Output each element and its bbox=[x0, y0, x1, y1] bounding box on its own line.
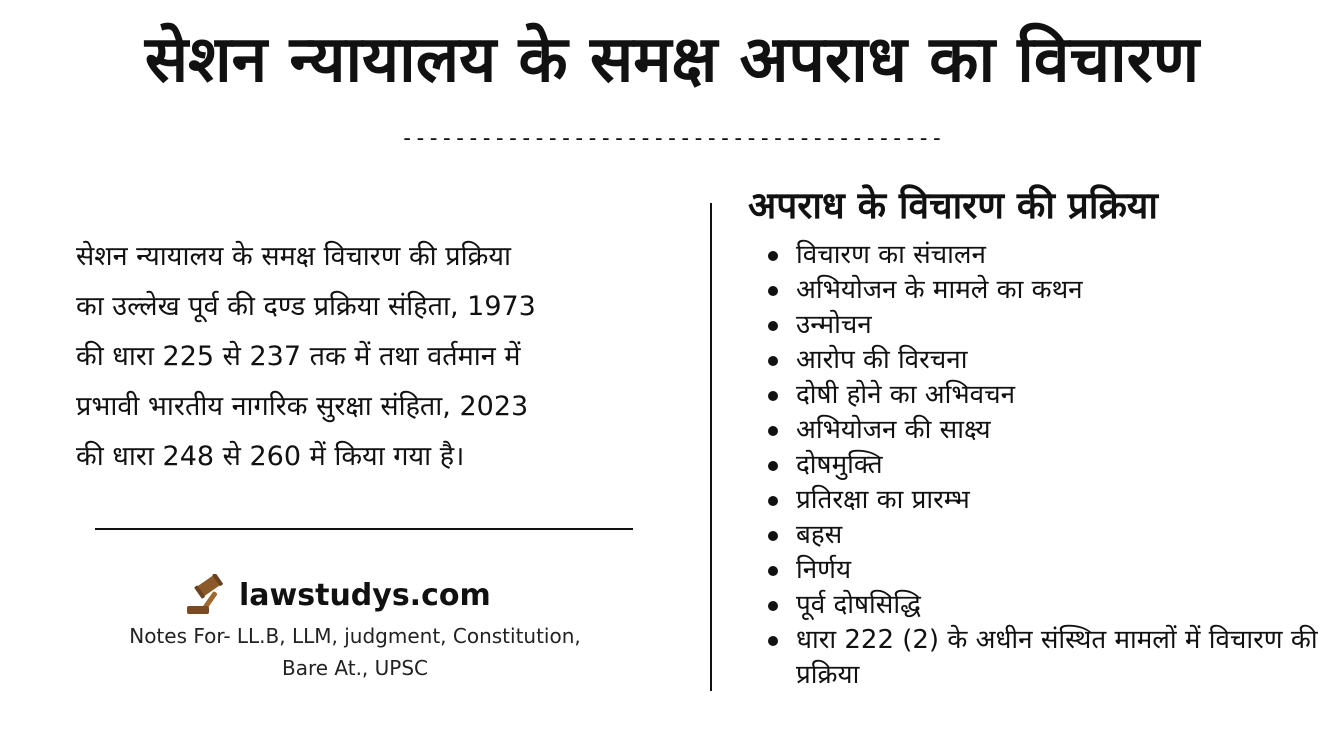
step-label: प्रतिरक्षा का प्रारम्भ bbox=[796, 485, 970, 515]
brand-tagline: Notes For- LL.B, LLM, judgment, Constitution, Bare At., UPSC bbox=[129, 624, 581, 680]
bullet-icon bbox=[768, 251, 778, 261]
bullet-icon bbox=[768, 496, 778, 506]
step-label: निर्णय bbox=[796, 555, 852, 585]
page-title: सेशन न्यायालय के समक्ष अपराध का विचारण bbox=[144, 23, 1200, 97]
step-label: उन्मोचन bbox=[796, 310, 872, 340]
horizontal-divider bbox=[95, 528, 633, 530]
bullet-icon bbox=[768, 566, 778, 576]
step-label: दोषमुक्ति bbox=[796, 450, 883, 480]
step-label: अभियोजन की साक्ष्य bbox=[796, 415, 991, 445]
list-item bbox=[768, 448, 1328, 483]
list-item bbox=[768, 308, 1328, 343]
list-item bbox=[768, 588, 1328, 623]
brand bbox=[185, 570, 491, 620]
procedure-steps-list bbox=[768, 238, 1328, 693]
title-separator: ----------------------------------------- bbox=[400, 126, 944, 151]
bullet-icon bbox=[768, 601, 778, 611]
bullet-icon bbox=[768, 391, 778, 401]
list-item bbox=[768, 238, 1328, 273]
step-label: पूर्व दोषसिद्धि bbox=[796, 590, 921, 620]
gavel-icon bbox=[185, 574, 229, 616]
procedure-heading: अपराध के विचारण की प्रक्रिया bbox=[748, 184, 1158, 227]
step-label: दोषी होने का अभिवचन bbox=[796, 380, 1016, 410]
bullet-icon bbox=[768, 356, 778, 366]
bullet-icon bbox=[768, 286, 778, 296]
step-label: धारा 222 (2) के अधीन संस्थित मामलों में विचारण की प्रक्रिया bbox=[796, 625, 1318, 690]
step-label: आरोप की विरचना bbox=[796, 345, 968, 375]
bullet-icon bbox=[768, 426, 778, 436]
step-label: अभियोजन के मामले का कथन bbox=[796, 275, 1083, 305]
bullet-icon bbox=[768, 531, 778, 541]
list-item bbox=[768, 343, 1328, 378]
vertical-divider bbox=[710, 203, 712, 691]
list-item bbox=[768, 483, 1328, 518]
step-label: विचारण का संचालन bbox=[796, 240, 986, 270]
list-item bbox=[768, 413, 1328, 448]
intro-paragraph: सेशन न्यायालय के समक्ष विचारण की प्रक्रिया का उल्लेख पूर्व की दण्ड प्रक्रिया संहिता, 1973 की धारा 225 से 237 तक में तथा वर्तमान में प्रभावी भारतीय नागरिक सुरक्षा संहिता, 2023 की धारा 248 से 260 में किया गया है। bbox=[76, 241, 536, 472]
list-item bbox=[768, 378, 1328, 413]
list-item bbox=[768, 518, 1328, 553]
bullet-icon bbox=[768, 321, 778, 331]
step-label: बहस bbox=[796, 520, 843, 550]
list-item bbox=[768, 623, 1328, 693]
list-item bbox=[768, 553, 1328, 588]
bullet-icon bbox=[768, 461, 778, 471]
list-item bbox=[768, 273, 1328, 308]
bullet-icon bbox=[768, 636, 778, 646]
brand-name: lawstudys.com bbox=[239, 577, 491, 613]
